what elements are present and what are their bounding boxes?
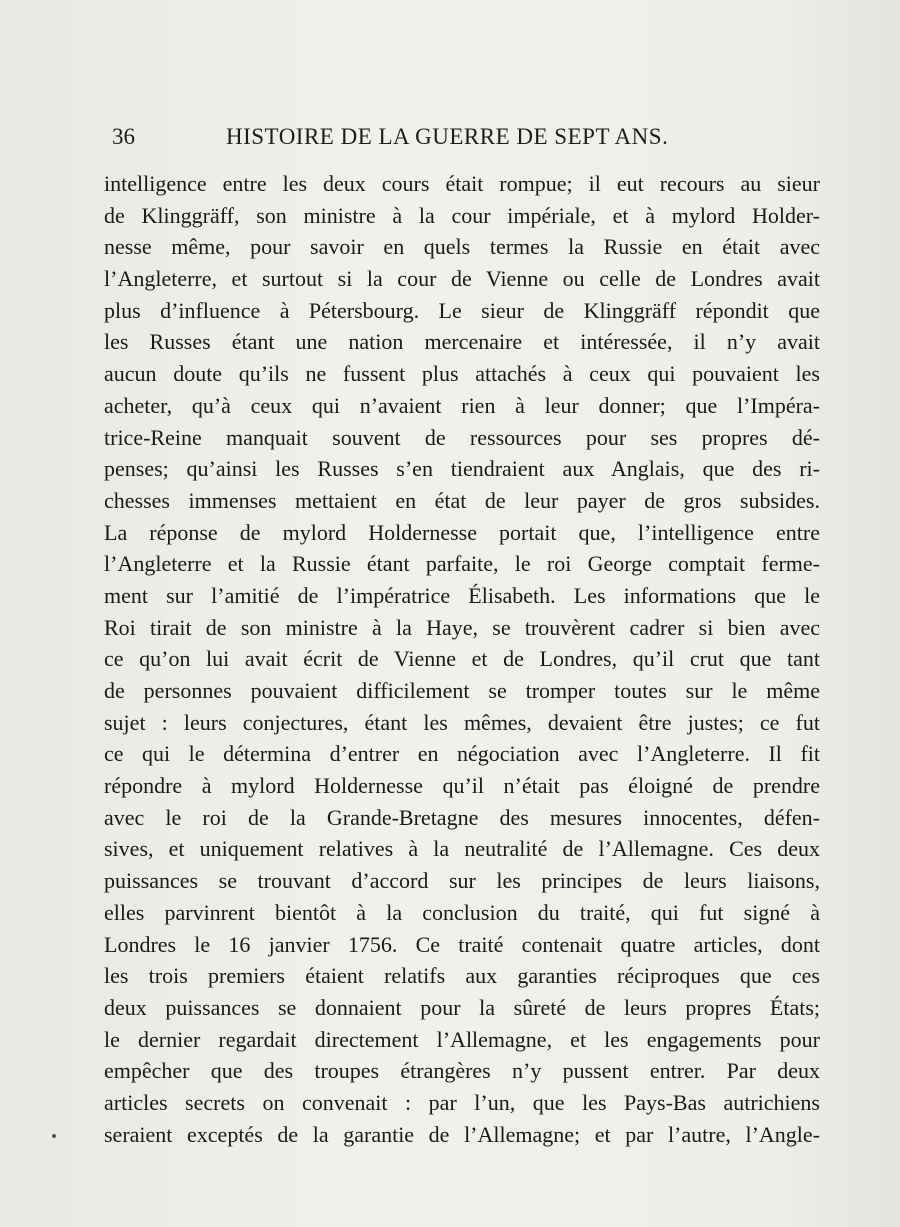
text-line: La réponse de mylord Holdernesse portait que, l’intelligence entre	[104, 519, 820, 545]
text-line: de personnes pouvaient difficilement se tromper toutes sur le même	[104, 678, 820, 703]
body-text	[104, 168, 820, 1150]
text-line: ment sur l’amitié de l’impératrice Élisabeth. Les informations que le	[104, 582, 820, 608]
text-line: penses; qu’ainsi les Russes s’en tiendraient aux Anglais, que des ri-	[104, 456, 820, 482]
text-line: intelligence entre les deux cours était rompue; il eut recours au sieur	[104, 171, 820, 196]
text-line: répondre à mylord Holdernesse qu’il n’était pas éloigné de prendre	[104, 773, 820, 799]
text-line: ce qu’on lui avait écrit de Vienne et de Londres, qu’il crut que tant	[104, 646, 820, 672]
text-line: trice-Reine manquait souvent de ressources pour ses propres dé-	[104, 424, 820, 450]
text-line: aucun doute qu’ils ne fussent plus attachés à ceux qui pouvaient les	[104, 361, 820, 387]
text-line: Londres le 16 janvier 1756. Ce traité contenait quatre articles, dont	[104, 931, 820, 957]
text-line: deux puissances se donnaient pour la sûreté de leurs propres États;	[104, 994, 820, 1020]
text-line: plus d’influence à Pétersbourg. Le sieur de Klinggräff répondit que	[104, 297, 820, 323]
text-line: le dernier regardait directement l’Allemagne, et les engagements pour	[104, 1026, 820, 1052]
text-line: sives, et uniquement relatives à la neutralité de l’Allemagne. Ces deux	[104, 836, 820, 862]
text-line: avec le roi de la Grande-Bretagne des mesures innocentes, défen-	[104, 804, 820, 830]
text-line: seraient exceptés de la garantie de l’Allemagne; et par l’autre, l’Angle-	[104, 1121, 820, 1147]
text-line: nesse même, pour savoir en quels termes la Russie en était avec	[104, 234, 820, 260]
text-line: l’Angleterre et la Russie étant parfaite, le roi George comptait ferme-	[104, 551, 820, 577]
text-line: de Klinggräff, son ministre à la cour impériale, et à mylord Holder-	[104, 202, 820, 228]
text-line: articles secrets on convenait : par l’un, que les Pays-Bas autrichiens	[104, 1089, 820, 1115]
text-line: acheter, qu’à ceux qui n’avaient rien à leur donner; que l’Impéra-	[104, 392, 820, 418]
text-line: ce qui le détermina d’entrer en négociation avec l’Angleterre. Il fit	[104, 741, 820, 767]
text-line: empêcher que des troupes étrangères n’y pussent entrer. Par deux	[104, 1058, 820, 1084]
text-line: Roi tirait de son ministre à la Haye, se trouvèrent cadrer si bien avec	[104, 614, 820, 640]
text-line: chesses immenses mettaient en état de leur payer de gros subsides.	[104, 487, 820, 513]
text-line: elles parvinrent bientôt à la conclusion du traité, qui fut signé à	[104, 899, 820, 925]
running-title: HISTOIRE DE LA GUERRE DE SEPT ANS.	[226, 124, 669, 149]
text-line: sujet : leurs conjectures, étant les mêmes, devaient être justes; ce fut	[104, 709, 820, 735]
page-number: 36	[112, 124, 135, 149]
text-line: l’Angleterre, et surtout si la cour de Vienne ou celle de Londres avait	[104, 266, 820, 292]
text-line: les trois premiers étaient relatifs aux garanties réciproques que ces	[104, 963, 820, 989]
running-head	[112, 124, 818, 158]
text-line: les Russes étant une nation mercenaire et intéressée, il n’y avait	[104, 329, 820, 355]
text-line: puissances se trouvant d’accord sur les principes de leurs liaisons,	[104, 868, 820, 894]
ink-speck	[52, 1134, 56, 1138]
